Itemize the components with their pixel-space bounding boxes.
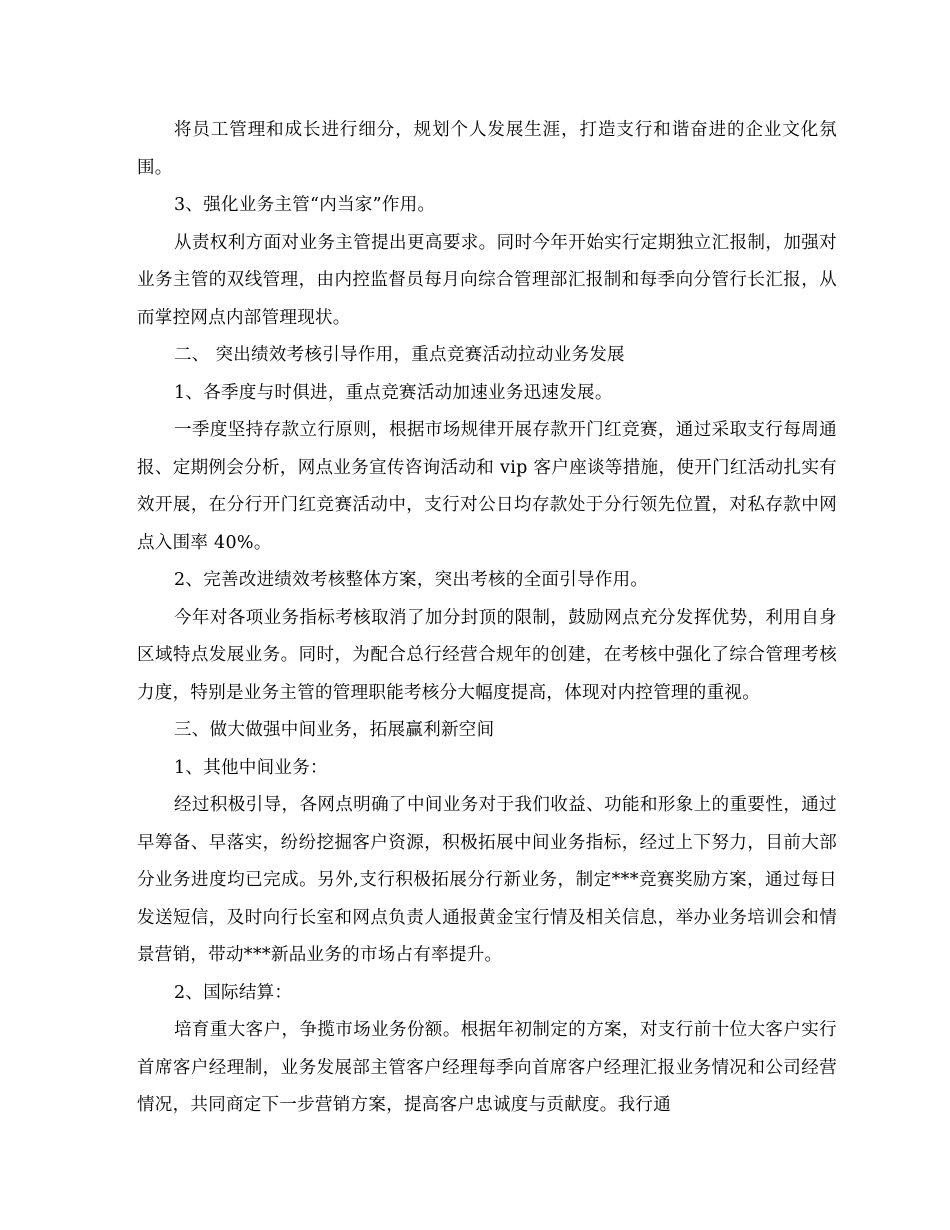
paragraph-q1-deposits: 一季度坚持存款立行原则，根据市场规律开展存款开门红竞赛，通过采取支行每周通报、定期例会分析，网点业务宣传咨询活动和 vip 客户座谈等措施，使开门红活动扎实有效开展，在分行开门红竞赛活动中，支行对公日均存款处于分行领先位置，对私存款中网点入围率 40%。 (137, 420, 837, 553)
subheading-supervisor-role: 3、强化业务主管“内当家”作用。 (174, 195, 436, 215)
paragraph-intermediate-progress: 经过积极引导，各网点明确了中间业务对于我们收益、功能和形象上的重要性，通过早筹备、早落实，纷纷挖掘客户资源，积极拓展中间业务指标，经过上下努力，目前大部分业务进度均已完成。另外,支行积极拓展分行新业务，制定***竞赛奖励方案，通过每日发送短信，及时向行长室和网点负责人通报黄金宝行情及相关信息，举办业务培训会和情景营销，带动***新品业务的市场占有率提升。 (137, 795, 837, 965)
section-heading-intermediate-business: 三、做大做强中间业务，拓展赢利新空间 (174, 720, 495, 740)
subheading-international-settlement: 2、国际结算： (174, 982, 293, 1003)
subheading-other-intermediate: 1、其他中间业务： (174, 757, 328, 778)
paragraph-assessment-details: 今年对各项业务指标考核取消了加分封顶的限制，鼓励网点充分发挥优势，利用自身区域特点发展业务。同时，为配合总行经营合规年的创建，在考核中强化了综合管理考核力度，特别是业务主管的管理职能考核分大幅度提高，体现对内控管理的重视。 (137, 607, 837, 703)
subheading-quarterly-contests: 1、各季度与时俱进，重点竞赛活动加速业务迅速发展。 (174, 382, 613, 403)
paragraph-culture: 将员工管理和成长进行细分，规划个人发展生涯，打造支行和谐奋进的企业文化氛围。 (137, 120, 837, 178)
paragraph-key-clients: 培育重大客户，争揽市场业务份额。根据年初制定的方案，对支行前十位大客户实行首席客户经理制，业务发展部主管客户经理每季向首席客户经理汇报业务情况和公司经营情况，共同商定下一步营销方案，提高客户忠诚度与贡献度。我行通 (137, 1020, 837, 1115)
document-body (137, 112, 837, 1125)
subheading-assessment-plan: 2、完善改进绩效考核整体方案，突出考核的全面引导作用。 (174, 570, 649, 590)
paragraph-supervisor-requirements: 从责权利方面对业务主管提出更高要求。同时今年开始实行定期独立汇报制，加强对业务主管的双线管理，由内控监督员每月向综合管理部汇报制和每季向分管行长汇报，从而掌控网点内部管理现状。 (137, 232, 837, 328)
section-heading-performance: 二、 突出绩效考核引导作用，重点竞赛活动拉动业务发展 (174, 345, 625, 365)
